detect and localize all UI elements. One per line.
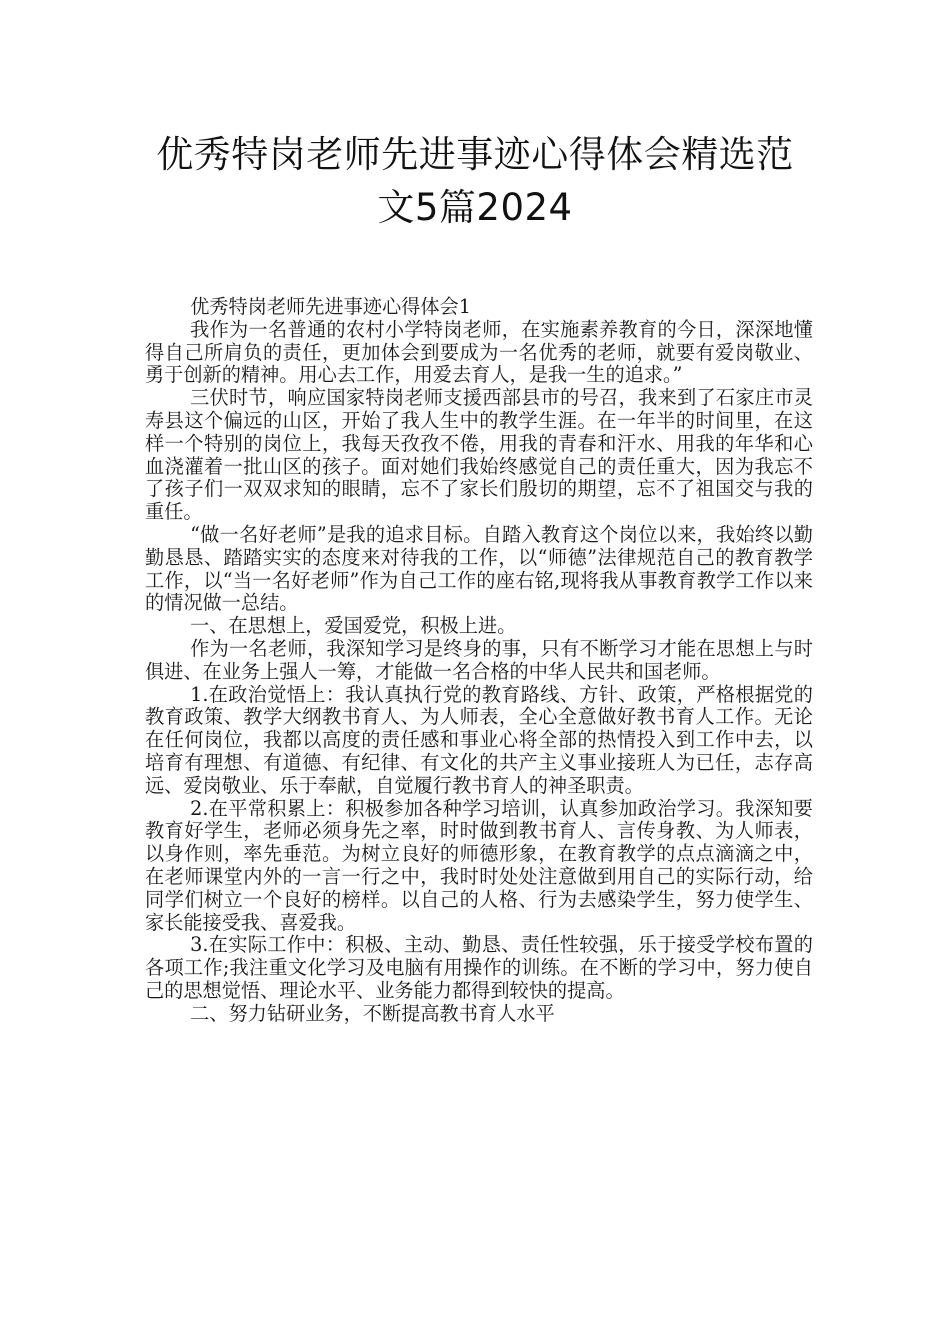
section-heading: 优秀特岗老师先进事迹心得体会1 (190, 295, 471, 318)
document-body (145, 296, 813, 1026)
paragraph: 我作为一名普通的农村小学特岗老师，在实施素养教育的今日，深深地懂得自己所肩负的责任，更加体会到要成为一名优秀的老师，就要有爱岗敬业、勇于创新的精神。用心去工作，用爱去育人，是我一生的追求。” (145, 317, 813, 387)
paragraph: 三伏时节，响应国家特岗老师支援西部县市的号召，我来到了石家庄市灵寿县这个偏远的山区，开始了我人生中的教学生涯。在一年半的时间里，在这样一个特别的岗位上，我每天孜孜不倦，用我的青春和汗水、用我的年华和心血浇灌着一批山区的孩子。面对她们我始终感觉自己的责任重大，因为我忘不了孩子们一双双求知的眼睛，忘不了家长们殷切的期望，忘不了祖国交与我的重任。 (145, 386, 813, 524)
paragraph: “做一名好老师”是我的追求目标。自踏入教育这个岗位以来，我始终以勤勤恳恳、踏踏实实的态度来对待我的工作，以“师德”法律规范自己的教育教学工作，以“当一名好老师”作为自己工作的座右铭,现将我从事教育教学工作以来的情况做一总结。 (145, 522, 813, 615)
section-heading: 一、在思想上，爱国爱党，积极上进。 (190, 614, 517, 638)
paragraph: 2.在平常积累上：积极参加各种学习培训，认真参加政治学习。我深知要教育好学生，老师必须身先之率，时时做到教书育人、言传身教、为人师表，以身作则，率先垂范。为树立良好的师德形象，在教育教学的点点滴滴之中，在老师课堂内外的一言一行之中，我时时处处注意做到用自己的实际行动，给同学们树立一个良好的榜样。以自己的人格、行为去感染学生，努力使学生、家长能接受我、喜爱我。 (145, 796, 813, 934)
section-heading: 二、努力钻研业务，不断提高教书育人水平 (190, 1001, 555, 1025)
paragraph: 作为一名老师，我深知学习是终身的事，只有不断学习才能在思想上与时俱进、在业务上强人一筹，才能做一名合格的中华人民共和国老师。 (145, 636, 813, 683)
paragraph: 3.在实际工作中：积极、主动、勤恳、责任性较强，乐于接受学校布置的各项工作;我注重文化学习及电脑有用操作的训练。在不断的学习中，努力使自己的思想觉悟、理论水平、业务能力都得到较快的提高。 (145, 933, 813, 1002)
paragraph: 1.在政治觉悟上：我认真执行党的教育路线、方针、政策，严格根据党的教育政策、教学大纲教书育人、为人师表，全心全意做好教书育人工作。无论在任何岗位，我都以高度的责任感和事业心将全部的热情投入到工作中去，以培育有理想、有道德、有纪律、有文化的共产主义事业接班人为已任，志存高远、爱岗敬业、乐于奉献，自觉履行教书育人的神圣职责。 (145, 682, 813, 797)
title-line-2: 文5篇2024 (377, 186, 573, 229)
document-title (100, 128, 850, 234)
title-line-1: 优秀特岗老师先进事迹心得体会精选范 (156, 133, 794, 176)
